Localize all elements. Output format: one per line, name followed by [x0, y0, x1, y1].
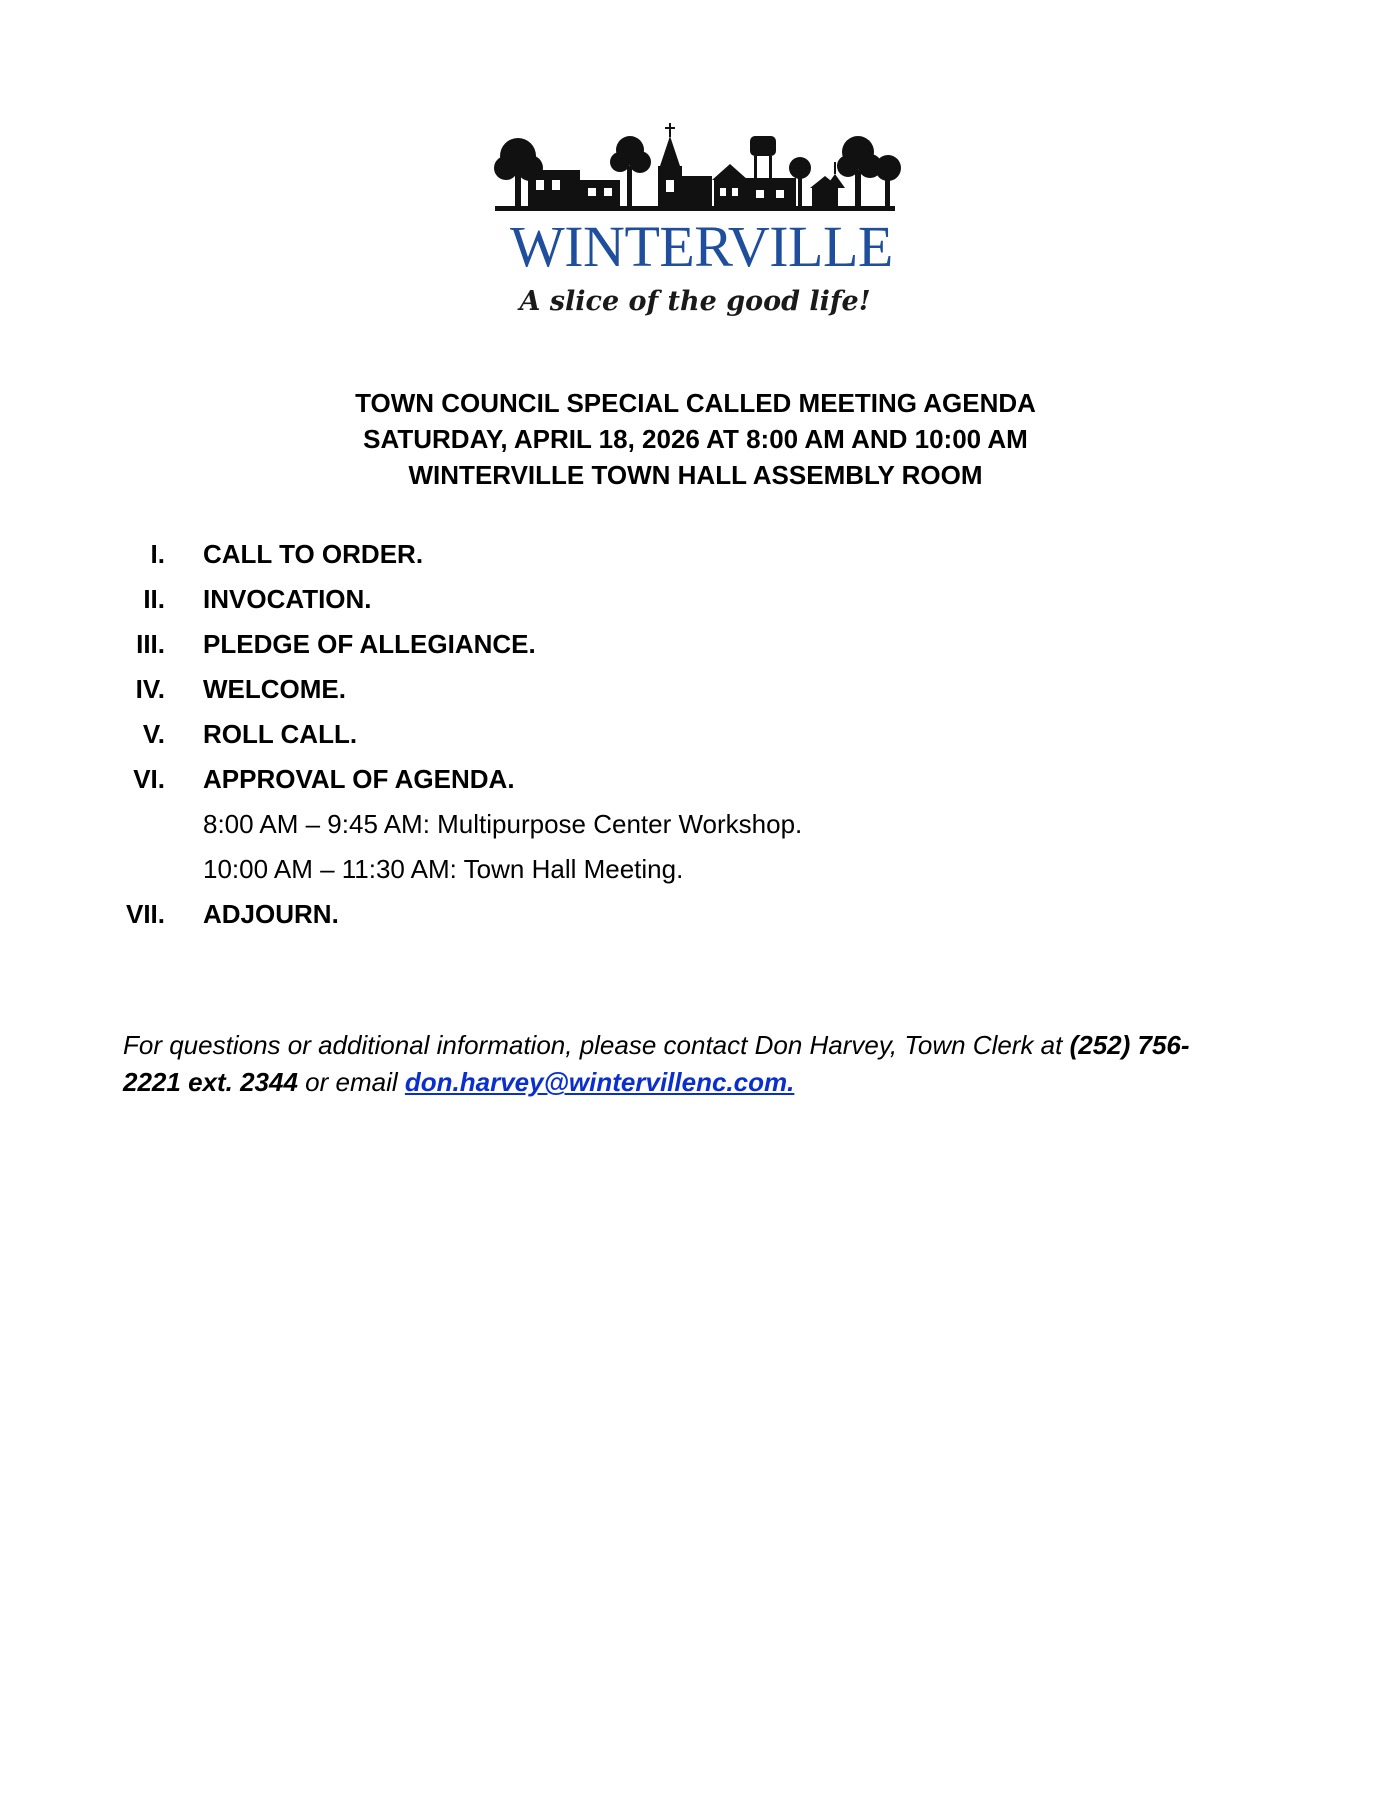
- header-title: TOWN COUNCIL SPECIAL CALLED MEETING AGENDA: [355, 388, 1036, 418]
- agenda-list: [0, 532, 1391, 937]
- agenda-item: [0, 577, 1391, 622]
- agenda-item-number: VII.: [125, 899, 165, 929]
- agenda-item: [0, 712, 1391, 757]
- agenda-item-label: WELCOME.: [203, 674, 346, 704]
- town-skyline-icon: [480, 118, 910, 218]
- agenda-item-label: PLEDGE OF ALLEGIANCE.: [203, 629, 536, 659]
- contact-email-link[interactable]: don.harvey@wintervillenc.com.: [404, 1067, 795, 1097]
- agenda-subitem-text: 8:00 AM – 9:45 AM: Multipurpose Center Workshop.: [203, 809, 803, 839]
- contact-phone-ext: 2221 ext. 2344: [123, 1067, 298, 1097]
- contact-note: [123, 1027, 1263, 1101]
- agenda-item-number: III.: [136, 629, 165, 659]
- contact-phone: (252) 756-: [1069, 1030, 1190, 1060]
- agenda-item-number: I.: [150, 539, 165, 569]
- agenda-item-number: II.: [143, 584, 165, 614]
- contact-text: For questions or additional information, please contact Don Harvey, Town Clerk at: [123, 1030, 1070, 1060]
- contact-email-prefix: or email: [297, 1067, 405, 1097]
- agenda-item: [0, 667, 1391, 712]
- agenda-item-label: ADJOURN.: [203, 899, 339, 929]
- header-location: WINTERVILLE TOWN HALL ASSEMBLY ROOM: [408, 460, 983, 490]
- agenda-subitem-text: 10:00 AM – 11:30 AM: Town Hall Meeting.: [203, 854, 684, 884]
- header-date: SATURDAY, APRIL 18, 2026 AT 8:00 AM AND 10:00 AM: [363, 424, 1028, 454]
- agenda-header: [0, 385, 1391, 493]
- agenda-item-label: ROLL CALL.: [203, 719, 358, 749]
- agenda-item-number: IV.: [135, 674, 165, 704]
- logo-tagline: A slice of the good life!: [519, 286, 871, 317]
- agenda-item: [0, 892, 1391, 937]
- agenda-item: [0, 757, 1391, 802]
- agenda-item: [0, 622, 1391, 667]
- agenda-item: [0, 532, 1391, 577]
- agenda-subitem: [0, 802, 1391, 847]
- agenda-item-number: VI.: [133, 764, 165, 794]
- agenda-item-label: INVOCATION.: [203, 584, 372, 614]
- logo-wordmark: WINTERVILLE: [510, 214, 893, 279]
- agenda-item-label: CALL TO ORDER.: [203, 539, 424, 569]
- agenda-item-label: APPROVAL OF AGENDA.: [203, 764, 515, 794]
- town-logo: [480, 118, 910, 333]
- agenda-subitem: [0, 847, 1391, 892]
- agenda-item-number: V.: [142, 719, 165, 749]
